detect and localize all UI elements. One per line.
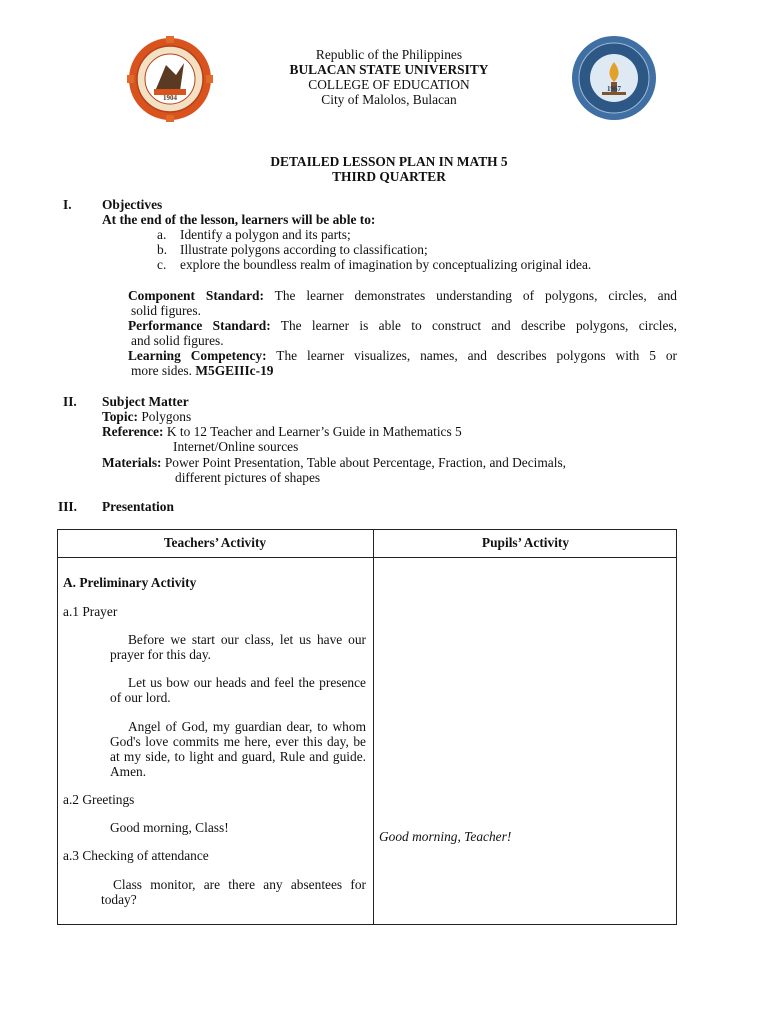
- university-name: BULACAN STATE UNIVERSITY: [289, 62, 489, 77]
- learning-competency-label: Learning Competency:: [128, 348, 267, 363]
- reference-label: Reference:: [102, 424, 164, 439]
- section-heading-subject: Subject Matter: [102, 394, 189, 409]
- performance-standard-label: Performance Standard:: [128, 318, 271, 333]
- competency-code: M5GEIIIc-19: [195, 363, 274, 378]
- objective-marker: c.: [157, 257, 167, 272]
- table-column-divider: [373, 529, 374, 925]
- component-standard-line1: [128, 288, 677, 303]
- document-subtitle: THIRD QUARTER: [332, 169, 446, 184]
- left-seal-year: 1904: [163, 94, 177, 102]
- materials-label: Materials:: [102, 455, 162, 470]
- college-name: COLLEGE OF EDUCATION: [308, 77, 470, 92]
- learning-competency-text2: more sides.: [131, 363, 192, 378]
- right-seal-year: 1967: [607, 85, 621, 93]
- reference-line: [102, 424, 462, 439]
- component-standard-label: Component Standard:: [128, 288, 264, 303]
- greetings-heading: a.2 Greetings: [63, 792, 135, 807]
- objective-item: Illustrate polygons according to classification;: [180, 242, 428, 257]
- topic-value: Polygons: [141, 409, 192, 424]
- section-numeral-presentation: III.: [58, 499, 77, 514]
- preliminary-activity-heading: A. Preliminary Activity: [63, 575, 197, 590]
- col-header-teachers: Teachers’ Activity: [163, 535, 267, 550]
- greetings-pupils-reply: Good morning, Teacher!: [379, 829, 512, 844]
- objective-item: explore the boundless realm of imagination by conceptualizing original idea.: [180, 257, 592, 272]
- section-heading-objectives: Objectives: [102, 197, 163, 212]
- prayer-heading: a.1 Prayer: [63, 604, 118, 619]
- college-of-education-seal-logo: [570, 34, 658, 122]
- materials-line: [102, 455, 566, 470]
- topic-label: Topic:: [102, 409, 138, 424]
- section-numeral-objectives: I.: [63, 197, 72, 212]
- col-header-pupils: Pupils’ Activity: [481, 535, 570, 550]
- objective-marker: a.: [157, 227, 167, 242]
- component-standard-line2: solid figures.: [131, 303, 201, 318]
- materials-value: Power Point Presentation, Table about Percentage, Fraction, and Decimals,: [164, 455, 567, 470]
- reference-value: K to 12 Teacher and Learner’s Guide in Mathematics 5: [166, 424, 462, 439]
- learning-competency-text: The learner visualizes, names, and describes polygons with 5 or: [276, 348, 677, 363]
- topic-line: [102, 409, 191, 424]
- objective-item: Identify a polygon and its parts;: [180, 227, 351, 242]
- materials-value-2: different pictures of shapes: [175, 470, 321, 485]
- section-heading-presentation: Presentation: [102, 499, 174, 514]
- prayer-paragraph-1: Before we start our class, let us have our prayer for this day.: [110, 632, 366, 662]
- section-numeral-subject: II.: [63, 394, 77, 409]
- table-header-divider: [57, 557, 677, 558]
- objective-marker: b.: [157, 242, 168, 257]
- performance-standard-line2: and solid figures.: [131, 333, 224, 348]
- prayer-paragraph-2: Let us bow our heads and feel the presence of our lord.: [110, 675, 366, 705]
- performance-standard-line1: [128, 318, 677, 333]
- attendance-teacher-line: Class monitor, are there any absentees for today?: [101, 877, 366, 907]
- greetings-teacher-line: Good morning, Class!: [110, 820, 229, 835]
- document-title: DETAILED LESSON PLAN IN MATH 5: [270, 154, 508, 169]
- performance-standard-text: The learner is able to construct and describe polygons, circles,: [280, 318, 677, 333]
- reference-value-2: Internet/Online sources: [173, 439, 299, 454]
- learning-competency-line1: [128, 348, 677, 363]
- city-line: City of Malolos, Bulacan: [321, 92, 457, 107]
- attendance-heading: a.3 Checking of attendance: [63, 848, 209, 863]
- republic-line: Republic of the Philippines: [315, 47, 463, 62]
- learning-competency-line2: [131, 363, 273, 378]
- component-standard-text: The learner demonstrates understanding of polygons, circles, and: [274, 288, 677, 303]
- prayer-paragraph-3: Angel of God, my guardian dear, to whom God's love commits me here, ever this day, be at my side, to light and guard, Rule and guide. Amen.: [110, 719, 366, 779]
- objectives-lead: At the end of the lesson, learners will be able to:: [102, 212, 376, 227]
